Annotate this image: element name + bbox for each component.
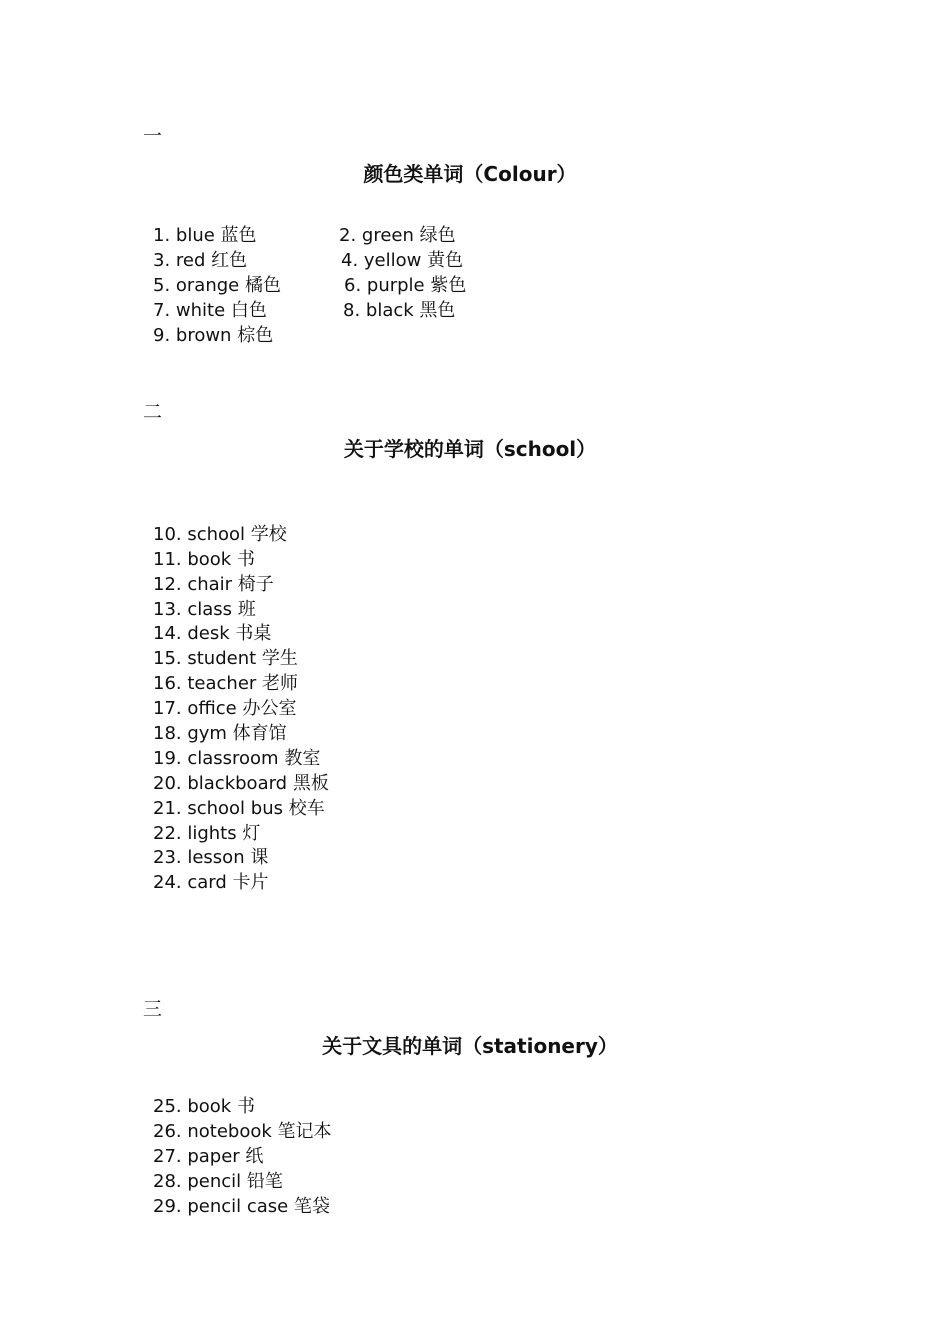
word-item: 15. student 学生 [153, 648, 298, 669]
section-number: 二 [143, 401, 163, 423]
word-item: 5. orange 橘色 [153, 275, 281, 296]
word-item: 8. black 黑色 [343, 300, 456, 321]
word-item: 18. gym 体育馆 [153, 723, 287, 744]
word-item: 22. lights 灯 [153, 823, 261, 844]
word-item: 6. purple 紫色 [344, 275, 467, 296]
word-item: 2. green 绿色 [339, 225, 456, 246]
word-item: 25. book 书 [153, 1096, 255, 1117]
word-item: 24. card 卡片 [153, 872, 269, 893]
word-item: 23. lesson 课 [153, 847, 269, 868]
word-item: 14. desk 书桌 [153, 623, 272, 644]
section-title: 关于文具的单词（stationery） [322, 1034, 618, 1058]
word-item: 17. office 办公室 [153, 698, 297, 719]
word-item: 28. pencil 铅笔 [153, 1171, 283, 1192]
word-item: 19. classroom 教室 [153, 748, 321, 769]
word-item: 16. teacher 老师 [153, 673, 299, 694]
section-title: 颜色类单词（Colour） [363, 162, 577, 186]
word-item: 11. book 书 [153, 549, 255, 570]
section-title: 关于学校的单词（school） [343, 437, 597, 461]
word-item: 4. yellow 黄色 [341, 250, 464, 271]
word-item: 9. brown 棕色 [153, 325, 274, 346]
word-item: 20. blackboard 黑板 [153, 773, 329, 794]
section-number: 三 [143, 998, 163, 1020]
word-item: 12. chair 椅子 [153, 574, 274, 595]
word-item: 1. blue 蓝色 [153, 225, 257, 246]
word-item: 29. pencil case 笔袋 [153, 1196, 330, 1217]
word-item: 13. class 班 [153, 599, 256, 620]
word-item: 7. white 白色 [153, 300, 267, 321]
word-item: 27. paper 纸 [153, 1146, 264, 1167]
word-item: 21. school bus 校车 [153, 798, 325, 819]
section-number: 一 [143, 125, 163, 147]
word-item: 3. red 红色 [153, 250, 248, 271]
word-item: 26. notebook 笔记本 [153, 1121, 332, 1142]
word-item: 10. school 学校 [153, 524, 287, 545]
